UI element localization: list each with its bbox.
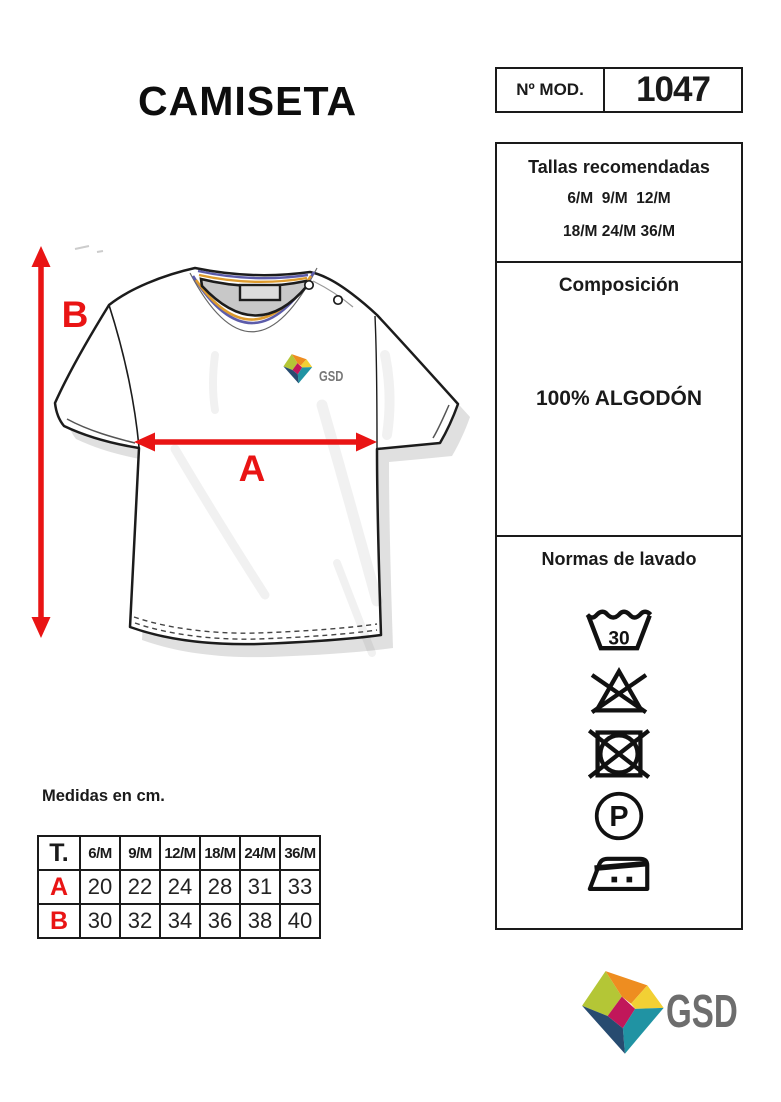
dry-clean-p-icon (593, 790, 645, 842)
column-header: 9/M (120, 836, 160, 870)
value-cell: 28 (200, 870, 240, 904)
wash-temp-value: 30 (608, 628, 630, 650)
row-label: A (38, 870, 80, 904)
column-header: 24/M (240, 836, 280, 870)
table-corner-cell: T. (38, 836, 80, 870)
sizes-title: Tallas recomendadas (528, 157, 710, 177)
iron-icon (587, 852, 651, 892)
table-row (38, 904, 320, 938)
model-number: 1047 (636, 70, 710, 109)
brand-gem-icon (578, 963, 668, 1057)
value-cell: 20 (80, 870, 120, 904)
sizes-line-2: 18/M 24/M 36/M (563, 223, 675, 240)
row-label: B (38, 904, 80, 938)
model-label: Nº MOD. (497, 69, 605, 111)
table-row (38, 870, 320, 904)
snap-button (334, 296, 342, 304)
value-cell: 24 (160, 870, 200, 904)
value-cell: 36 (200, 904, 240, 938)
chest-logo-text: GSD (319, 367, 344, 385)
value-cell: 34 (160, 904, 200, 938)
measurements-caption: Medidas en cm. (42, 787, 165, 805)
size-table (37, 835, 321, 939)
wash-30-icon (584, 606, 654, 652)
washing-section (497, 537, 741, 928)
snap-button (305, 281, 313, 289)
do-not-tumble-dry-icon (588, 726, 650, 780)
composition-value: 100% ALGODÓN (535, 387, 703, 410)
do-not-bleach-icon (589, 662, 649, 716)
value-cell: 31 (240, 870, 280, 904)
model-number-box (495, 67, 743, 113)
column-header: 6/M (80, 836, 120, 870)
height-label: B (61, 294, 89, 335)
page-title: CAMISETA (138, 78, 358, 124)
tshirt-measurement-diagram (25, 235, 485, 680)
care-symbols (497, 606, 741, 892)
column-header: 36/M (280, 836, 320, 870)
info-panel (495, 142, 743, 930)
washing-title: Normas de lavado (541, 549, 697, 569)
dry-clean-letter: P (609, 801, 629, 834)
width-label: A (238, 448, 266, 489)
composition-title: Composición (558, 275, 680, 296)
value-cell: 33 (280, 870, 320, 904)
value-cell: 32 (120, 904, 160, 938)
value-cell: 22 (120, 870, 160, 904)
composition-section (497, 263, 741, 537)
value-cell: 38 (240, 904, 280, 938)
value-cell: 30 (80, 904, 120, 938)
value-cell: 40 (280, 904, 320, 938)
sizes-line-1: 6/M 9/M 12/M (567, 190, 671, 207)
column-header: 18/M (200, 836, 240, 870)
column-header: 12/M (160, 836, 200, 870)
brand-text: GSD (666, 985, 738, 1037)
recommended-sizes-section (497, 144, 741, 263)
table-header-row (38, 836, 320, 870)
neck-label (240, 285, 280, 300)
height-arrow (32, 246, 51, 638)
stray-marks (75, 246, 103, 252)
